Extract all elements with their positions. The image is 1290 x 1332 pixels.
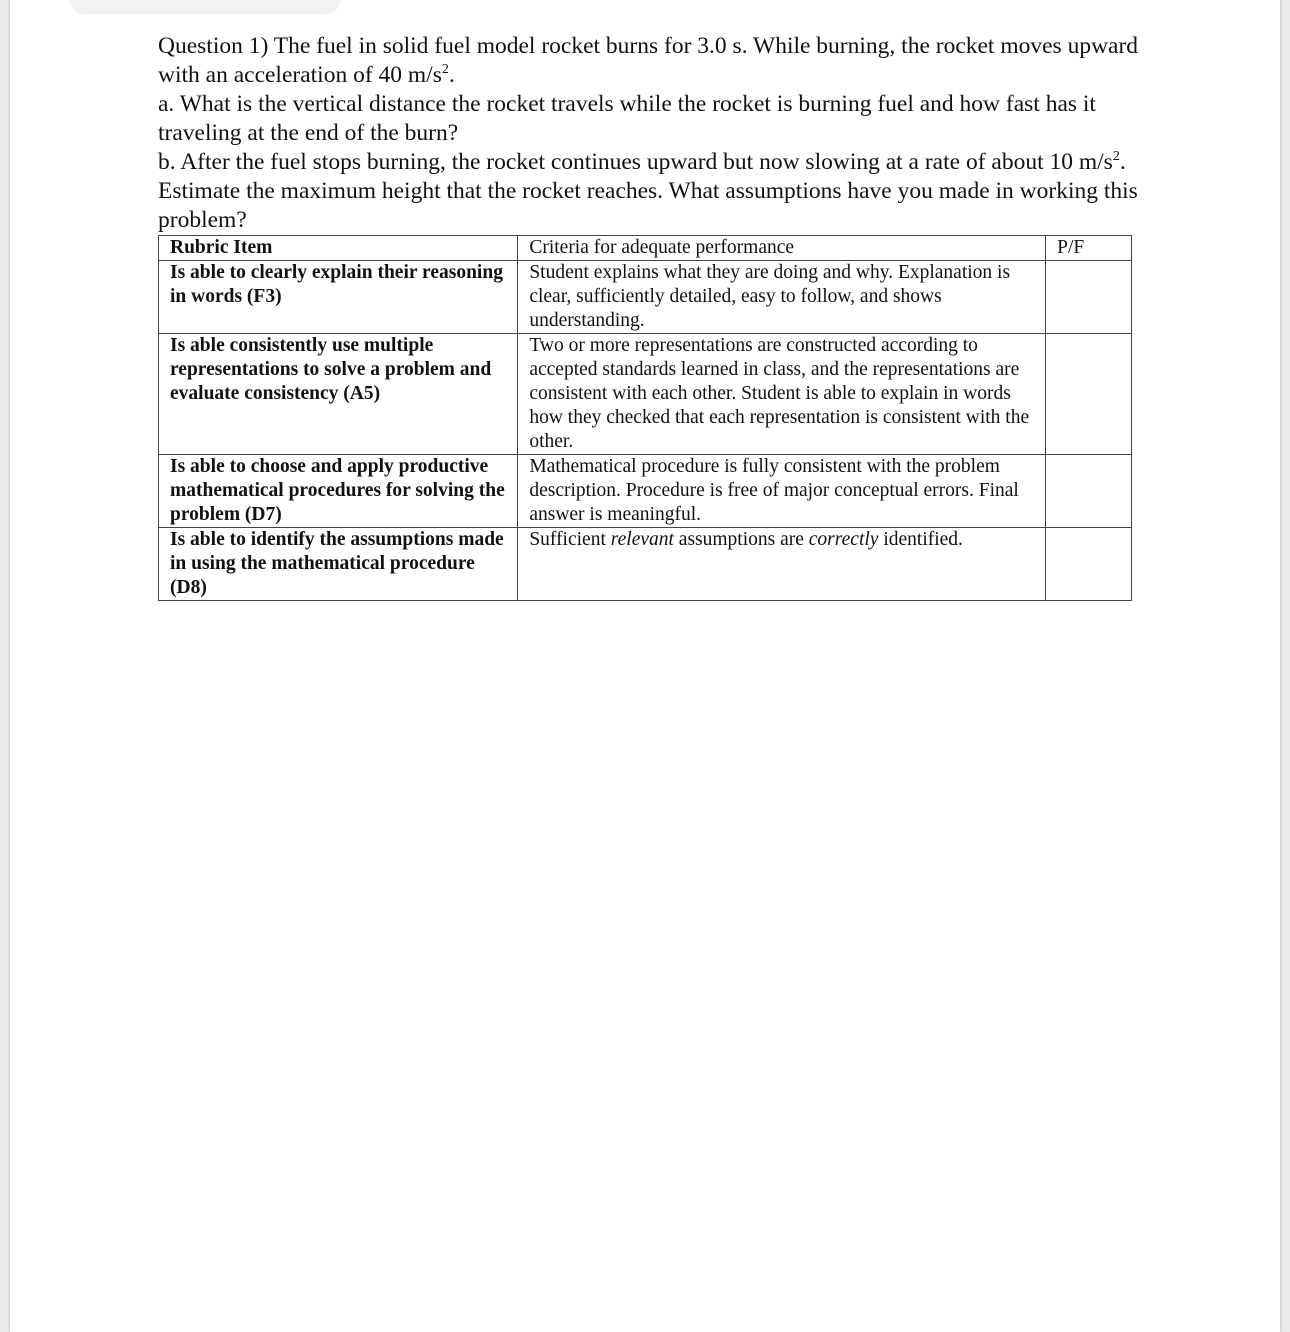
rubric-criteria: Sufficient relevant assumptions are correctly identified. [518, 528, 1046, 601]
question-part-a: a. What is the vertical distance the rocket travels while the rocket is burning fuel and how fast has it traveling at the end of the burn? [158, 91, 1096, 146]
rubric-criteria: Student explains what they are doing and why. Explanation is clear, sufficiently detailed, easy to follow, and shows understanding. [518, 261, 1046, 334]
rubric-item: Is able to identify the assumptions made in using the mathematical procedure (D8) [159, 528, 518, 601]
table-row [159, 334, 1132, 455]
rubric-item: Is able to clearly explain their reasoning in words (F3) [159, 261, 518, 334]
rubric-criteria: Two or more representations are constructed according to accepted standards learned in class, and the representations are consistent with each other. Student is able to explain in words how they checked that each representation is consistent with the other. [518, 334, 1046, 455]
question-intro: Question 1) The fuel in solid fuel model rocket burns for 3.0 s. While burning, the rocket moves upward with an acceleration of 40 $m/s^2$. [158, 33, 1139, 88]
table-row [159, 261, 1132, 334]
viewer-tab [70, 0, 340, 14]
rubric-item: Is able consistently use multiple representations to solve a problem and evaluate consistency (A5) [159, 334, 518, 455]
rubric-pf [1046, 528, 1132, 601]
header-criteria: Criteria for adequate performance [518, 236, 1046, 261]
rubric-pf [1046, 261, 1132, 334]
rubric-criteria: Mathematical procedure is fully consistent with the problem description. Procedure is free of major conceptual errors. Final answer is meaningful. [518, 455, 1046, 528]
header-rubric-item: Rubric Item [159, 236, 518, 261]
rubric-pf [1046, 334, 1132, 455]
rubric-table [158, 235, 1132, 601]
question-part-b: b. After the fuel stops burning, the rocket continues upward but now slowing at a rate of about 10 $m/s^2$. Estimate the maximum height that the rocket reaches. What assumptions have you made in working this problem? [158, 149, 1138, 233]
table-row [159, 455, 1132, 528]
header-pf: P/F [1046, 236, 1132, 261]
rubric-header-row [159, 236, 1132, 261]
document-content [158, 32, 1148, 601]
document-page [10, 0, 1280, 1332]
rubric-item: Is able to choose and apply productive mathematical procedures for solving the problem (D7) [159, 455, 518, 528]
rubric-pf [1046, 455, 1132, 528]
table-row [159, 528, 1132, 601]
